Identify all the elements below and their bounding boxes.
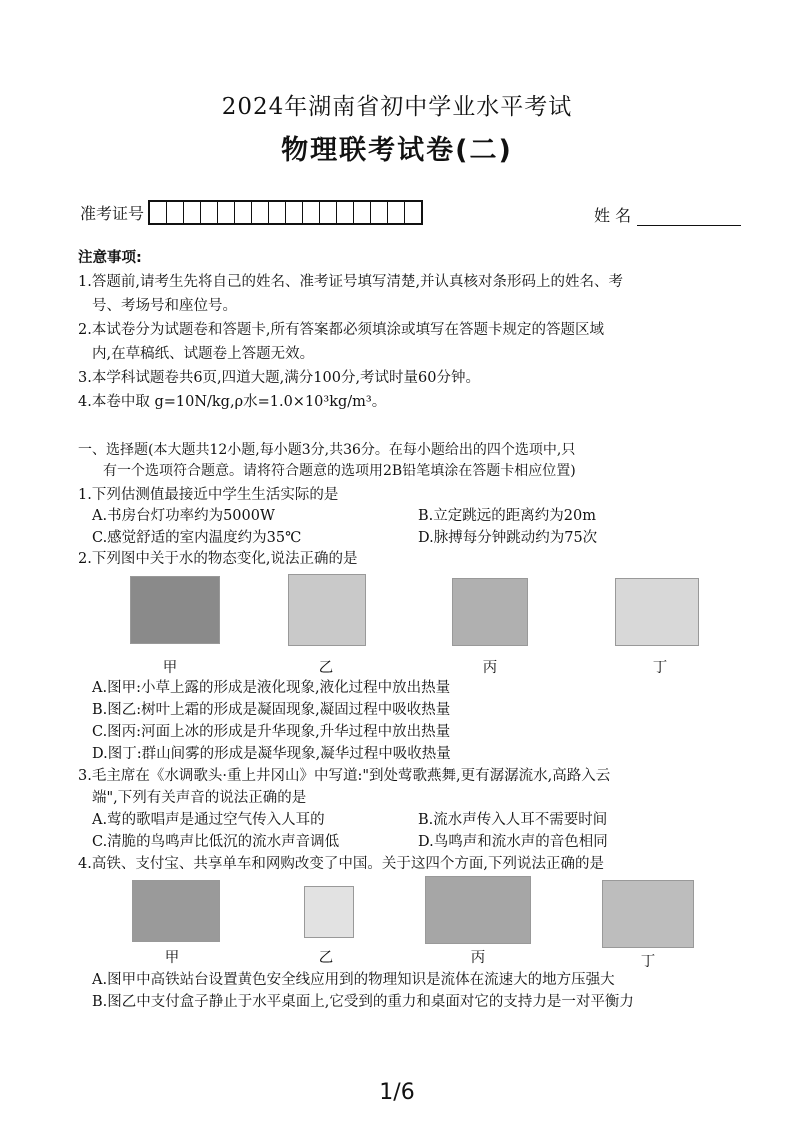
figure-caption: 丁 bbox=[640, 954, 656, 970]
q4-option-a: A.图甲中高铁站台设置黄色安全线应用到的物理知识是流体在流速大的地方压强大 bbox=[92, 972, 615, 988]
dew-grass-image bbox=[130, 576, 220, 644]
q1-option-d: D.脉搏每分钟跳动约为75次 bbox=[418, 530, 598, 546]
q3-option-c: C.清脆的鸟鸣声比低沉的流水声音调低 bbox=[92, 834, 340, 850]
question-3-stem-cont: 端",下列有关声音的说法正确的是 bbox=[92, 790, 307, 806]
frost-leaf-image bbox=[288, 574, 366, 646]
figure-caption: 乙 bbox=[318, 950, 334, 966]
ice-river-image bbox=[452, 578, 528, 646]
exam-number-boxes[interactable] bbox=[148, 200, 423, 225]
exam-number-label: 准考证号 bbox=[80, 204, 145, 223]
figure-caption: 乙 bbox=[318, 660, 334, 676]
notice-item: 3.本学科试题卷共6页,四道大题,满分100分,考试时量60分钟。 bbox=[78, 370, 481, 386]
payment-box-image bbox=[304, 886, 354, 938]
figure-caption: 甲 bbox=[164, 950, 180, 966]
foggy-mountains-image bbox=[615, 578, 699, 646]
q2-option-d: D.图丁:群山间雾的形成是凝华现象,凝华过程中吸收热量 bbox=[92, 746, 451, 762]
online-shopping-image bbox=[602, 880, 694, 948]
q3-option-b: B.流水声传入人耳不需要时间 bbox=[418, 812, 608, 828]
high-speed-train-image bbox=[132, 880, 220, 942]
name-row bbox=[594, 203, 741, 226]
q3-option-a: A.莺的歌唱声是通过空气传入人耳的 bbox=[92, 812, 325, 828]
page-number: 1/6 bbox=[379, 1080, 415, 1105]
notice-item: 4.本卷中取 g=10N/kg,ρ水=1.0×10³kg/m³。 bbox=[78, 394, 387, 410]
q2-option-b: B.图乙:树叶上霜的形成是凝固现象,凝固过程中吸收热量 bbox=[92, 702, 451, 718]
q2-option-c: C.图丙:河面上冰的形成是升华现象,升华过程中放出热量 bbox=[92, 724, 451, 740]
exam-number-row bbox=[80, 200, 423, 225]
question-1-stem: 1.下列估测值最接近中学生生活实际的是 bbox=[78, 487, 339, 503]
q1-option-b: B.立定跳远的距离约为20m bbox=[418, 508, 596, 524]
q3-option-d: D.鸟鸣声和流水声的音色相同 bbox=[418, 834, 608, 850]
figure-caption: 丙 bbox=[482, 660, 498, 676]
question-4-stem: 4.高铁、支付宝、共享单车和网购改变了中国。关于这四个方面,下列说法正确的是 bbox=[78, 856, 604, 872]
figure-caption: 甲 bbox=[162, 660, 178, 676]
notice-item: 2.本试卷分为试题卷和答题卡,所有答案都必须填涂或填写在答题卡规定的答题区域 bbox=[78, 322, 604, 338]
question-3-stem: 3.毛主席在《水调歌头·重上井冈山》中写道:"到处莺歌燕舞,更有潺潺流水,高路入云 bbox=[78, 768, 611, 784]
section-heading: 一、选择题(本大题共12小题,每小题3分,共36分。在每小题给出的四个选项中,只 bbox=[78, 442, 576, 458]
figure-caption: 丁 bbox=[652, 660, 668, 676]
notice-item: 1.答题前,请考生先将自己的姓名、准考证号填写清楚,并认真核对条形码上的姓名、考 bbox=[78, 274, 624, 290]
q1-option-c: C.感觉舒适的室内温度约为35℃ bbox=[92, 530, 302, 546]
figure-caption: 丙 bbox=[470, 950, 486, 966]
exam-title: 2024年湖南省初中学业水平考试 bbox=[221, 94, 573, 120]
notice-item: 号、考场号和座位号。 bbox=[92, 298, 237, 314]
paper-title: 物理联考试卷(二) bbox=[281, 135, 513, 166]
name-field[interactable] bbox=[637, 209, 741, 226]
section-heading-cont: 有一个选项符合题意。请将符合题意的选项用2B铅笔填涂在答题卡相应位置) bbox=[103, 463, 576, 479]
q4-option-b: B.图乙中支付盒子静止于水平桌面上,它受到的重力和桌面对它的支持力是一对平衡力 bbox=[92, 994, 634, 1010]
notice-item: 内,在草稿纸、试题卷上答题无效。 bbox=[92, 346, 315, 362]
question-2-stem: 2.下列图中关于水的物态变化,说法正确的是 bbox=[78, 551, 358, 567]
q2-option-a: A.图甲:小草上露的形成是液化现象,液化过程中放出热量 bbox=[92, 680, 451, 696]
name-label: 姓 名 bbox=[594, 206, 632, 225]
shared-bikes-image bbox=[425, 876, 531, 944]
q1-option-a: A.书房台灯功率约为5000W bbox=[92, 508, 275, 524]
notice-heading: 注意事项: bbox=[78, 250, 142, 266]
